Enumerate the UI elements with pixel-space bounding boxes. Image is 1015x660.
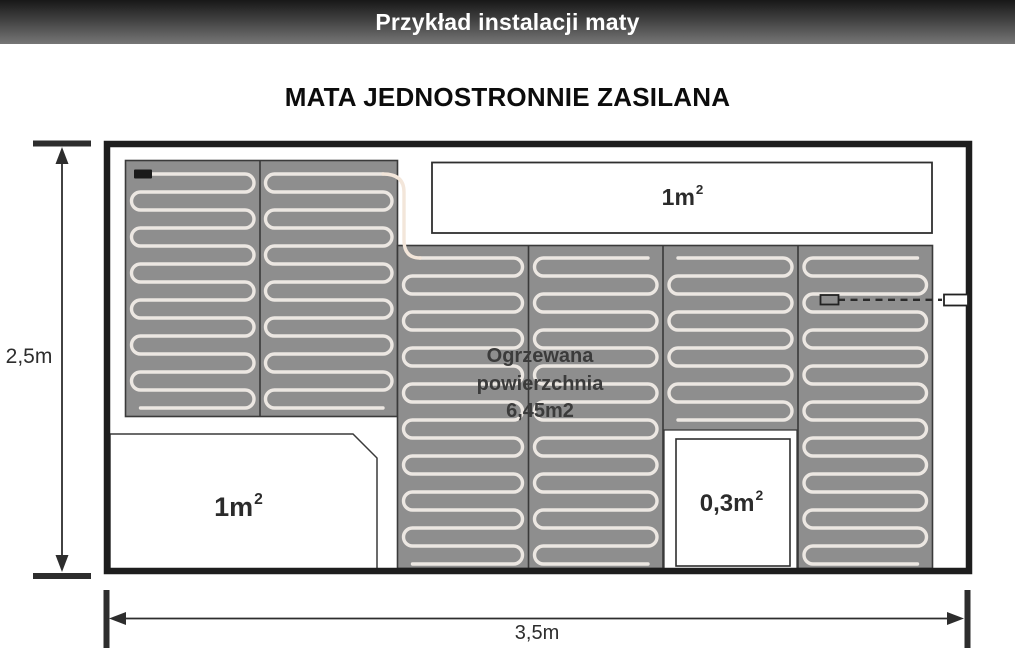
power-connector [134,170,152,179]
dim-height-arrow-down [56,555,69,572]
dim-height-arrow-up [56,147,69,164]
dim-width-arrow-right [947,612,964,625]
heated-area-line1: Ogrzewana [486,345,594,367]
dim-height-top-tick [33,141,91,147]
wall-feedthrough [944,295,968,306]
dimension-width-label: 3,5m [514,622,560,644]
free-area-top-label: $1m^2$ [661,182,704,210]
heated-area-label [437,343,643,426]
heated-area-line3: 6,45m2 [506,400,574,422]
page-title: Przykład instalacji maty [375,8,640,35]
diagram-subtitle: MATA JEDNOSTRONNIE ZASILANA [284,82,731,112]
dimension-height-label: 2,5m [5,345,53,368]
dim-height-bottom-tick [33,573,91,579]
free-area-bottom-left-label: $1m^2$ [214,491,263,522]
heating-mat-block-left [126,161,398,417]
heated-area-line2: powierzchnia [476,372,604,395]
floor-sensor [821,295,839,305]
dim-width-left-tick [104,590,110,648]
free-area-small-label: $0,3m^2$ [699,487,764,517]
dim-width-arrow-left [109,612,126,625]
dim-width-right-tick [965,590,971,648]
